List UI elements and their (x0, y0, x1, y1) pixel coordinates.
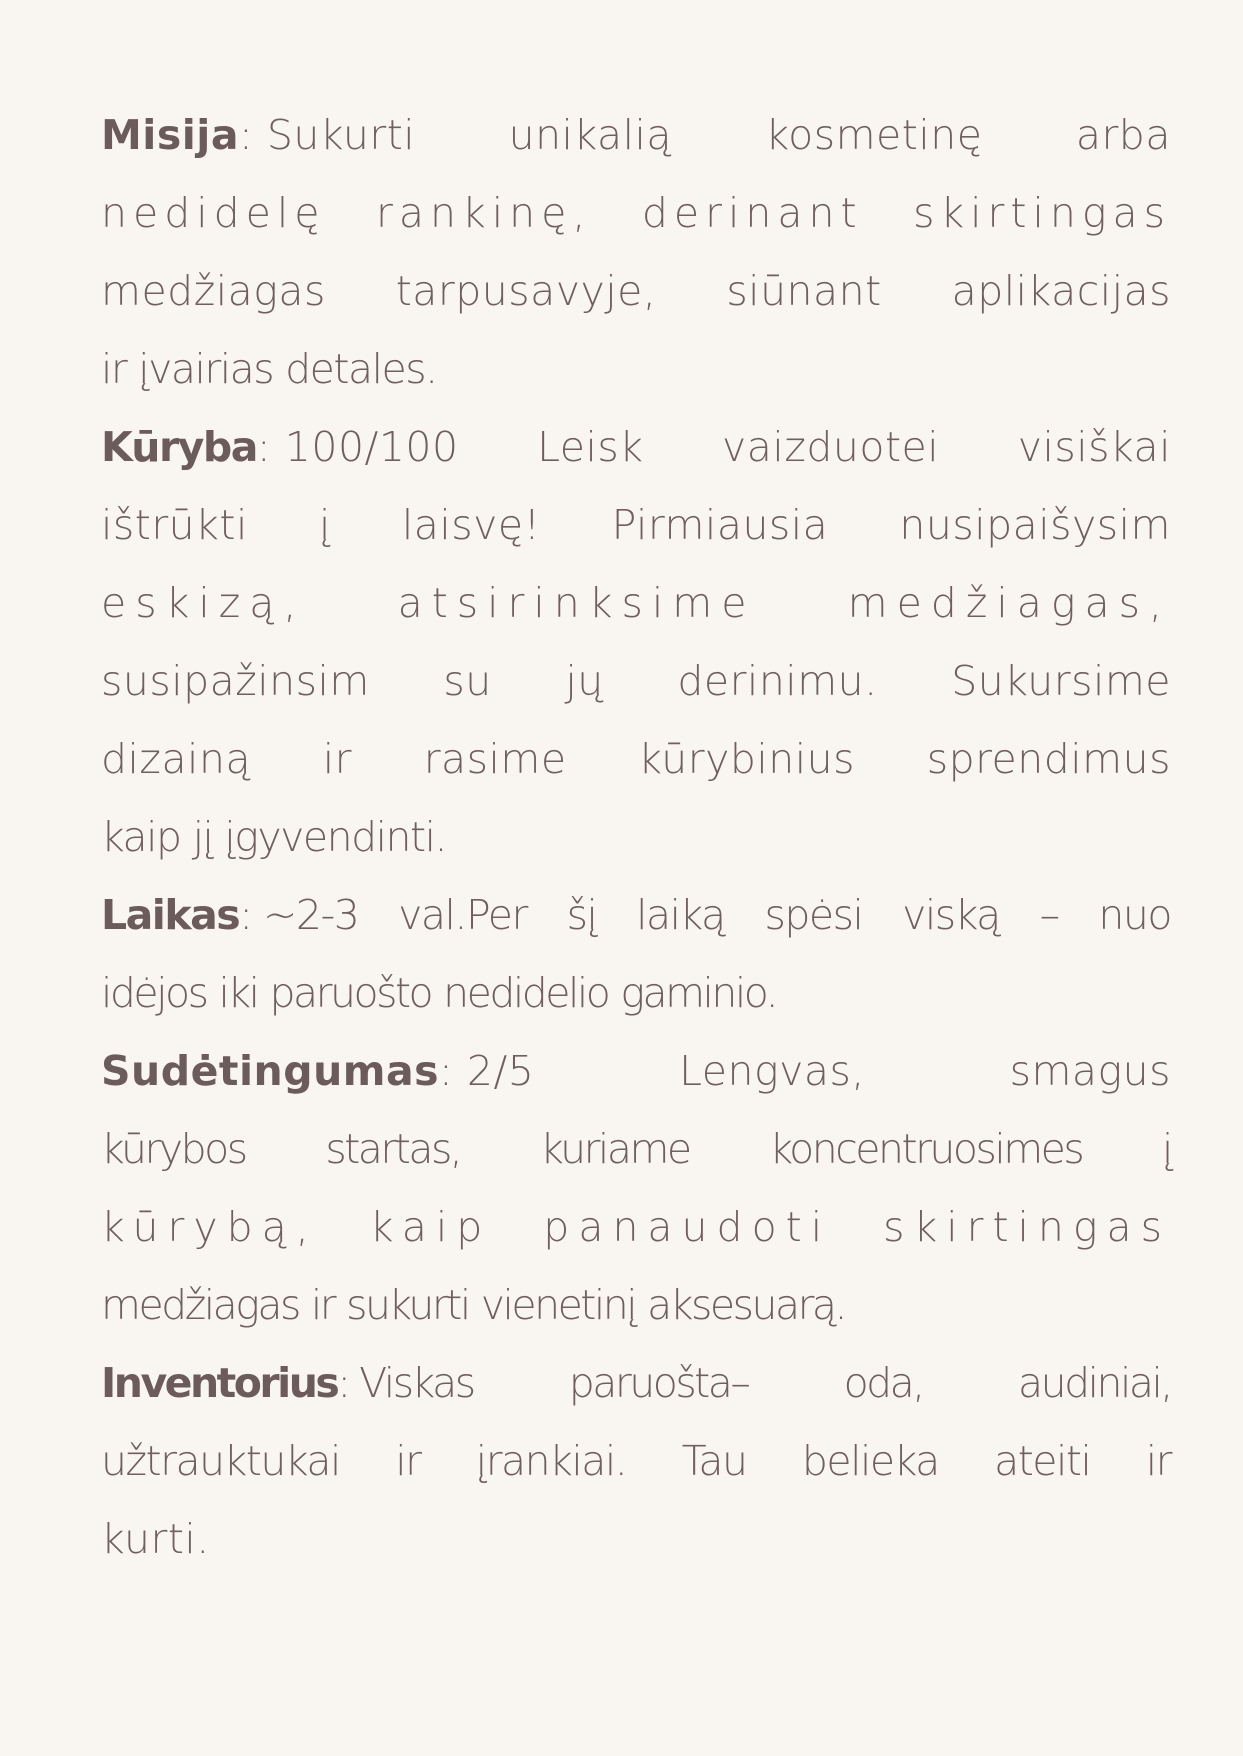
text-line (101, 252, 1171, 330)
word: į (318, 501, 331, 549)
word: dizainą (101, 735, 252, 783)
word: rasime (423, 735, 567, 783)
word: siūnant (726, 267, 882, 315)
word: sprendimus (926, 735, 1171, 783)
section-kuryba (101, 408, 1171, 876)
word: Lengvas, (679, 1047, 865, 1095)
text-line (101, 642, 1171, 720)
word: skirtingas (913, 189, 1171, 237)
word: : 2/5 (439, 1047, 535, 1095)
word: unikalią (508, 111, 672, 159)
word: kūrybinius (638, 735, 856, 783)
word: – (1039, 891, 1059, 939)
section-label: Inventorius (101, 1359, 338, 1407)
word: ir (1145, 1437, 1171, 1485)
word: vaizduotei (722, 423, 940, 471)
word: jį (192, 813, 213, 861)
text-line (101, 1422, 1171, 1500)
word: iki (218, 969, 258, 1017)
word: kurti. (101, 1515, 210, 1563)
word: Tau (681, 1437, 747, 1485)
word: : ~2-3 (239, 891, 359, 939)
word: Pirmiausia (611, 501, 829, 549)
section-label: Laikas (101, 891, 240, 939)
word: įrankiai. (475, 1437, 627, 1485)
word: startas, (325, 1125, 461, 1173)
text-line (101, 96, 1171, 174)
word: į (1162, 1125, 1171, 1173)
word: kūrybos (101, 1125, 246, 1173)
text-line (101, 564, 1171, 642)
word: laisvę! (401, 501, 541, 549)
word: arba (1075, 111, 1171, 159)
word: medžiagas (101, 267, 326, 315)
text-line (101, 486, 1171, 564)
text-line (101, 798, 1171, 876)
word: kūrybą, (101, 1203, 318, 1251)
word: nusipaišysim (899, 501, 1171, 549)
word: : Sukurti (239, 111, 416, 159)
section-misija (101, 96, 1171, 408)
word: medžiagas (101, 1281, 299, 1329)
text-line (101, 1032, 1171, 1110)
text-line (101, 1500, 1171, 1578)
word: Sukursime (951, 657, 1171, 705)
word: Leisk (537, 423, 644, 471)
text-line (101, 1344, 1171, 1422)
word: oda, (843, 1359, 923, 1407)
word: medžiagas, (847, 579, 1171, 627)
text-line (101, 954, 1171, 1032)
word: viską (902, 891, 1000, 939)
word: audiniai, (1018, 1359, 1171, 1407)
section-label: Kūryba (101, 423, 257, 471)
word: belieka (801, 1437, 939, 1485)
word: ir (322, 735, 353, 783)
word: kaip (101, 813, 181, 861)
text-line (101, 408, 1171, 486)
word: su (443, 657, 492, 705)
word: paruošta– (568, 1359, 749, 1407)
section-inventorius (101, 1344, 1171, 1578)
word: atsirinksime (397, 579, 756, 627)
word: derinimu. (677, 657, 878, 705)
word: įvairias (138, 345, 274, 393)
text-line (101, 330, 1171, 408)
word: įgyvendinti. (224, 813, 447, 861)
word: aplikacijas (951, 267, 1171, 315)
word: kosmetinę (765, 111, 983, 159)
word: derinant (641, 189, 863, 237)
word: šį (566, 891, 597, 939)
text-line (101, 876, 1171, 954)
word: koncentruosimes (769, 1125, 1083, 1173)
word: skirtingas (883, 1203, 1171, 1251)
word: nedidelę (101, 189, 326, 237)
word: vienetinį (480, 1281, 636, 1329)
word: detales. (285, 345, 437, 393)
word: ir (101, 345, 127, 393)
word: susipažinsim (101, 657, 370, 705)
word: tarpusavyje, (395, 267, 657, 315)
word: ir (395, 1437, 421, 1485)
section-sudetingumas (101, 1032, 1171, 1344)
word: kuriame (540, 1125, 690, 1173)
word: užtrauktukai (101, 1437, 340, 1485)
text-line (101, 720, 1171, 798)
text-line (101, 1188, 1171, 1266)
word: paruošto (269, 969, 432, 1017)
word: nedidelio (443, 969, 609, 1017)
word: eskizą, (101, 579, 306, 627)
word: ištrūkti (101, 501, 248, 549)
section-label: Misija (101, 111, 240, 159)
word: sukurti (346, 1281, 469, 1329)
word: ir (310, 1281, 335, 1329)
text-line (101, 1266, 1171, 1344)
word: idėjos (101, 969, 207, 1017)
info-document (101, 96, 1171, 1578)
word: aksesuarą. (647, 1281, 846, 1329)
word: visiškai (1017, 423, 1171, 471)
word: panaudoti (543, 1203, 832, 1251)
text-line (101, 1110, 1171, 1188)
word: nuo (1098, 891, 1171, 939)
word: gaminio. (620, 969, 777, 1017)
word: laiką (636, 891, 725, 939)
word: spėsi (764, 891, 863, 939)
word: smagus (1009, 1047, 1171, 1095)
word: rankinę, (376, 189, 592, 237)
word: : 100/100 (256, 423, 459, 471)
section-label: Sudėtingumas (101, 1047, 440, 1095)
word: : Viskas (337, 1359, 474, 1407)
word: ateiti (994, 1437, 1091, 1485)
word: jų (565, 657, 604, 705)
word: val.Per (398, 891, 527, 939)
section-laikas (101, 876, 1171, 1032)
word: kaip (369, 1203, 492, 1251)
text-line (101, 174, 1171, 252)
